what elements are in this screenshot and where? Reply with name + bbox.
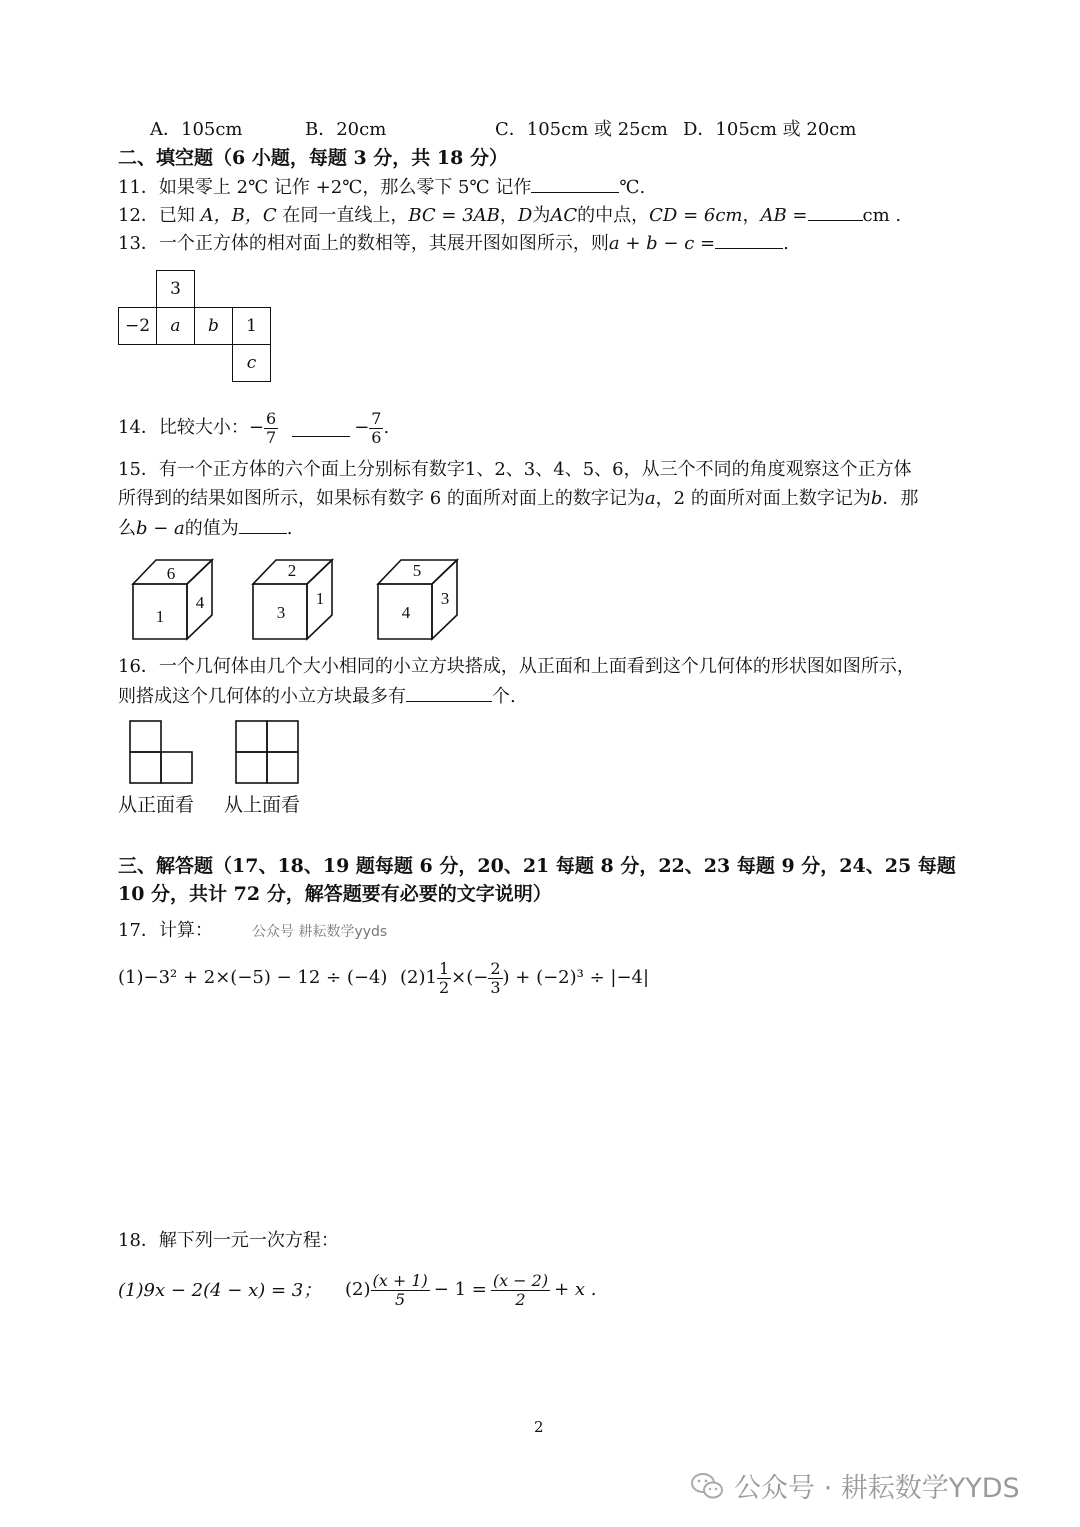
q17-num1: 1 bbox=[438, 958, 450, 978]
q15-line2 bbox=[118, 488, 918, 510]
q17-part2 bbox=[400, 953, 649, 1003]
cube-1-front: 1 bbox=[155, 607, 165, 626]
q17-p2-whole: (2)1 bbox=[400, 967, 437, 988]
q11-unit: ℃. bbox=[619, 177, 646, 198]
q17-p2-mid: ×(− bbox=[451, 967, 489, 988]
q17-fraction-2-3 bbox=[488, 960, 502, 997]
net-cell-3: 3 bbox=[156, 270, 195, 308]
q13-blank bbox=[715, 232, 783, 249]
q16-line2-text: 则搭成这个几何体的小立方块最多有 bbox=[118, 686, 406, 707]
q17-den2: 3 bbox=[490, 977, 501, 997]
cube-3-side: 3 bbox=[440, 589, 450, 608]
q13-expr: a + b − c = bbox=[608, 233, 716, 254]
footer-watermark bbox=[690, 1466, 1020, 1505]
q14-end: . bbox=[383, 417, 390, 438]
q12-text3: 为 bbox=[532, 205, 551, 226]
cube-3-top: 5 bbox=[412, 561, 422, 580]
q12-ab: AB = bbox=[760, 205, 808, 226]
q15-b: b bbox=[870, 488, 883, 509]
option-a: A．105cm bbox=[150, 119, 243, 140]
net-cell-b: b bbox=[194, 307, 233, 345]
cube-2-top: 2 bbox=[287, 561, 297, 580]
question-12 bbox=[118, 204, 901, 227]
q12-expr1: BC = 3AB bbox=[408, 205, 500, 226]
q12-unit: cm . bbox=[862, 205, 902, 226]
q18-p2-mid: − 1 = bbox=[433, 1279, 487, 1300]
q15-a: a bbox=[644, 488, 656, 509]
q15-line2c: ．那 bbox=[882, 488, 919, 509]
q15-line2a: 所得到的结果如图所示，如果标有数字 6 的面所对面上的数字记为 bbox=[118, 488, 645, 509]
q15-blank bbox=[239, 517, 287, 534]
q13-end: . bbox=[783, 233, 789, 254]
fraction-6-7 bbox=[264, 410, 278, 447]
q18-num2: (x − 2) bbox=[492, 1270, 549, 1290]
q12-text: 在同一直线上， bbox=[282, 205, 409, 226]
q18-part2 bbox=[345, 1265, 597, 1315]
section3-line2: 10 分，共计 72 分，解答题要有必要的文字说明） bbox=[118, 883, 552, 905]
q14-den1: 7 bbox=[266, 427, 277, 447]
q16-blank bbox=[406, 685, 492, 702]
q11-blank bbox=[531, 176, 619, 193]
option-b: B．20cm bbox=[305, 119, 387, 140]
net-cell-minus2: −2 bbox=[118, 307, 157, 345]
q16-line1: 16．一个几何体由几个大小相同的小立方块搭成，从正面和上面看到这个几何体的形状图如图所示， bbox=[118, 656, 915, 677]
front-view-figure bbox=[130, 721, 192, 783]
q18-den2: 2 bbox=[515, 1289, 526, 1309]
q18-num1: (x + 1) bbox=[372, 1270, 428, 1290]
inline-watermark: 公众号 耕耘数学yyds bbox=[252, 924, 388, 940]
net-cell-c: c bbox=[232, 344, 271, 382]
q15-expr: b − a bbox=[136, 518, 185, 539]
q12-points: A，B，C bbox=[200, 205, 277, 226]
q12-text4: 的中点， bbox=[577, 205, 650, 226]
q14-label: 14．比较大小： bbox=[118, 417, 249, 438]
wechat-icon bbox=[690, 1471, 724, 1501]
cube-views bbox=[128, 556, 468, 646]
q18-fraction-2 bbox=[491, 1272, 550, 1309]
top-view-figure bbox=[236, 721, 298, 783]
q11-text: 11．如果零上 2℃ 记作 +2℃，那么零下 5℃ 记作 bbox=[118, 177, 532, 198]
question-11 bbox=[118, 176, 645, 199]
cube-3-front: 4 bbox=[401, 603, 411, 622]
net-cell-1: 1 bbox=[232, 307, 271, 345]
q18-label: 18．解下列一元一次方程： bbox=[118, 1230, 339, 1251]
q17-num2: 2 bbox=[490, 958, 501, 978]
q18-den1: 5 bbox=[395, 1289, 406, 1309]
q15-end: . bbox=[286, 518, 293, 539]
top-view-label: 从上面看 bbox=[224, 794, 301, 816]
q15-line3a: 么 bbox=[118, 518, 136, 539]
question-14 bbox=[118, 405, 389, 451]
q14-neg1: − bbox=[248, 417, 264, 438]
q17-fraction-1-2 bbox=[437, 960, 451, 997]
q14-num1: 6 bbox=[266, 408, 277, 428]
q14-neg2: − bbox=[354, 417, 370, 438]
q12-prefix: 12．已知 bbox=[118, 205, 195, 226]
q12-ac: AC bbox=[550, 205, 578, 226]
option-c: C．105cm 或 25cm bbox=[495, 119, 668, 140]
q16-end: 个. bbox=[492, 686, 516, 707]
q18-p2-tail: + x . bbox=[554, 1279, 597, 1300]
q17-den1: 2 bbox=[438, 977, 450, 997]
q18-p2-label: (2) bbox=[345, 1279, 371, 1300]
q12-blank bbox=[808, 204, 863, 221]
q17-part1: (1)−3² + 2×(−5) − 12 ÷ (−4) bbox=[118, 967, 388, 988]
cube-1-side: 4 bbox=[195, 593, 205, 612]
q18-fraction-1 bbox=[371, 1272, 430, 1309]
q15-line3 bbox=[118, 517, 293, 540]
question-13 bbox=[118, 232, 789, 255]
q14-blank bbox=[292, 420, 350, 437]
q12-sep: ， bbox=[742, 205, 761, 226]
section3-line1: 三、解答题（17、18、19 题每题 6 分，20、21 每题 8 分，22、23 每题 9 分，24、25 每题 bbox=[118, 855, 956, 877]
q16-line2 bbox=[118, 685, 516, 708]
option-d: D．105cm 或 20cm bbox=[683, 119, 857, 140]
q12-comma: ， bbox=[499, 205, 518, 226]
q14-den2: 6 bbox=[371, 427, 382, 447]
q18-part1: (1)9x − 2(4 − x) = 3； bbox=[118, 1280, 322, 1301]
fraction-7-6 bbox=[369, 410, 383, 447]
section2-title: 二、填空题（6 小题，每题 3 分，共 18 分） bbox=[118, 147, 508, 169]
front-view-label: 从正面看 bbox=[118, 794, 195, 816]
cube-2-side: 1 bbox=[315, 589, 325, 608]
view-figures bbox=[128, 719, 303, 785]
cube-1-top: 6 bbox=[166, 564, 176, 583]
page-number: 2 bbox=[534, 1418, 544, 1436]
q15-line1: 15．有一个正方体的六个面上分别标有数字1、2、3、4、5、6，从三个不同的角度观察这个正方体 bbox=[118, 459, 912, 480]
q17-label: 17．计算： bbox=[118, 920, 213, 941]
footer-watermark-text: 公众号 · 耕耘数学YYDS bbox=[734, 1473, 1020, 1504]
cube-2-front: 3 bbox=[276, 603, 286, 622]
net-cell-a: a bbox=[156, 307, 195, 345]
q15-line3b: 的值为 bbox=[184, 518, 239, 539]
q15-line2b: ，2 的面所对面上数字记为 bbox=[655, 488, 871, 509]
q13-text: 13．一个正方体的相对面上的数相等，其展开图如图所示，则 bbox=[118, 233, 609, 254]
q14-num2: 7 bbox=[371, 408, 382, 428]
q17-p2-tail: ) + (−2)³ ÷ |−4| bbox=[502, 967, 650, 988]
q12-expr2: CD = 6cm bbox=[649, 205, 743, 226]
q12-d: D bbox=[517, 205, 533, 226]
